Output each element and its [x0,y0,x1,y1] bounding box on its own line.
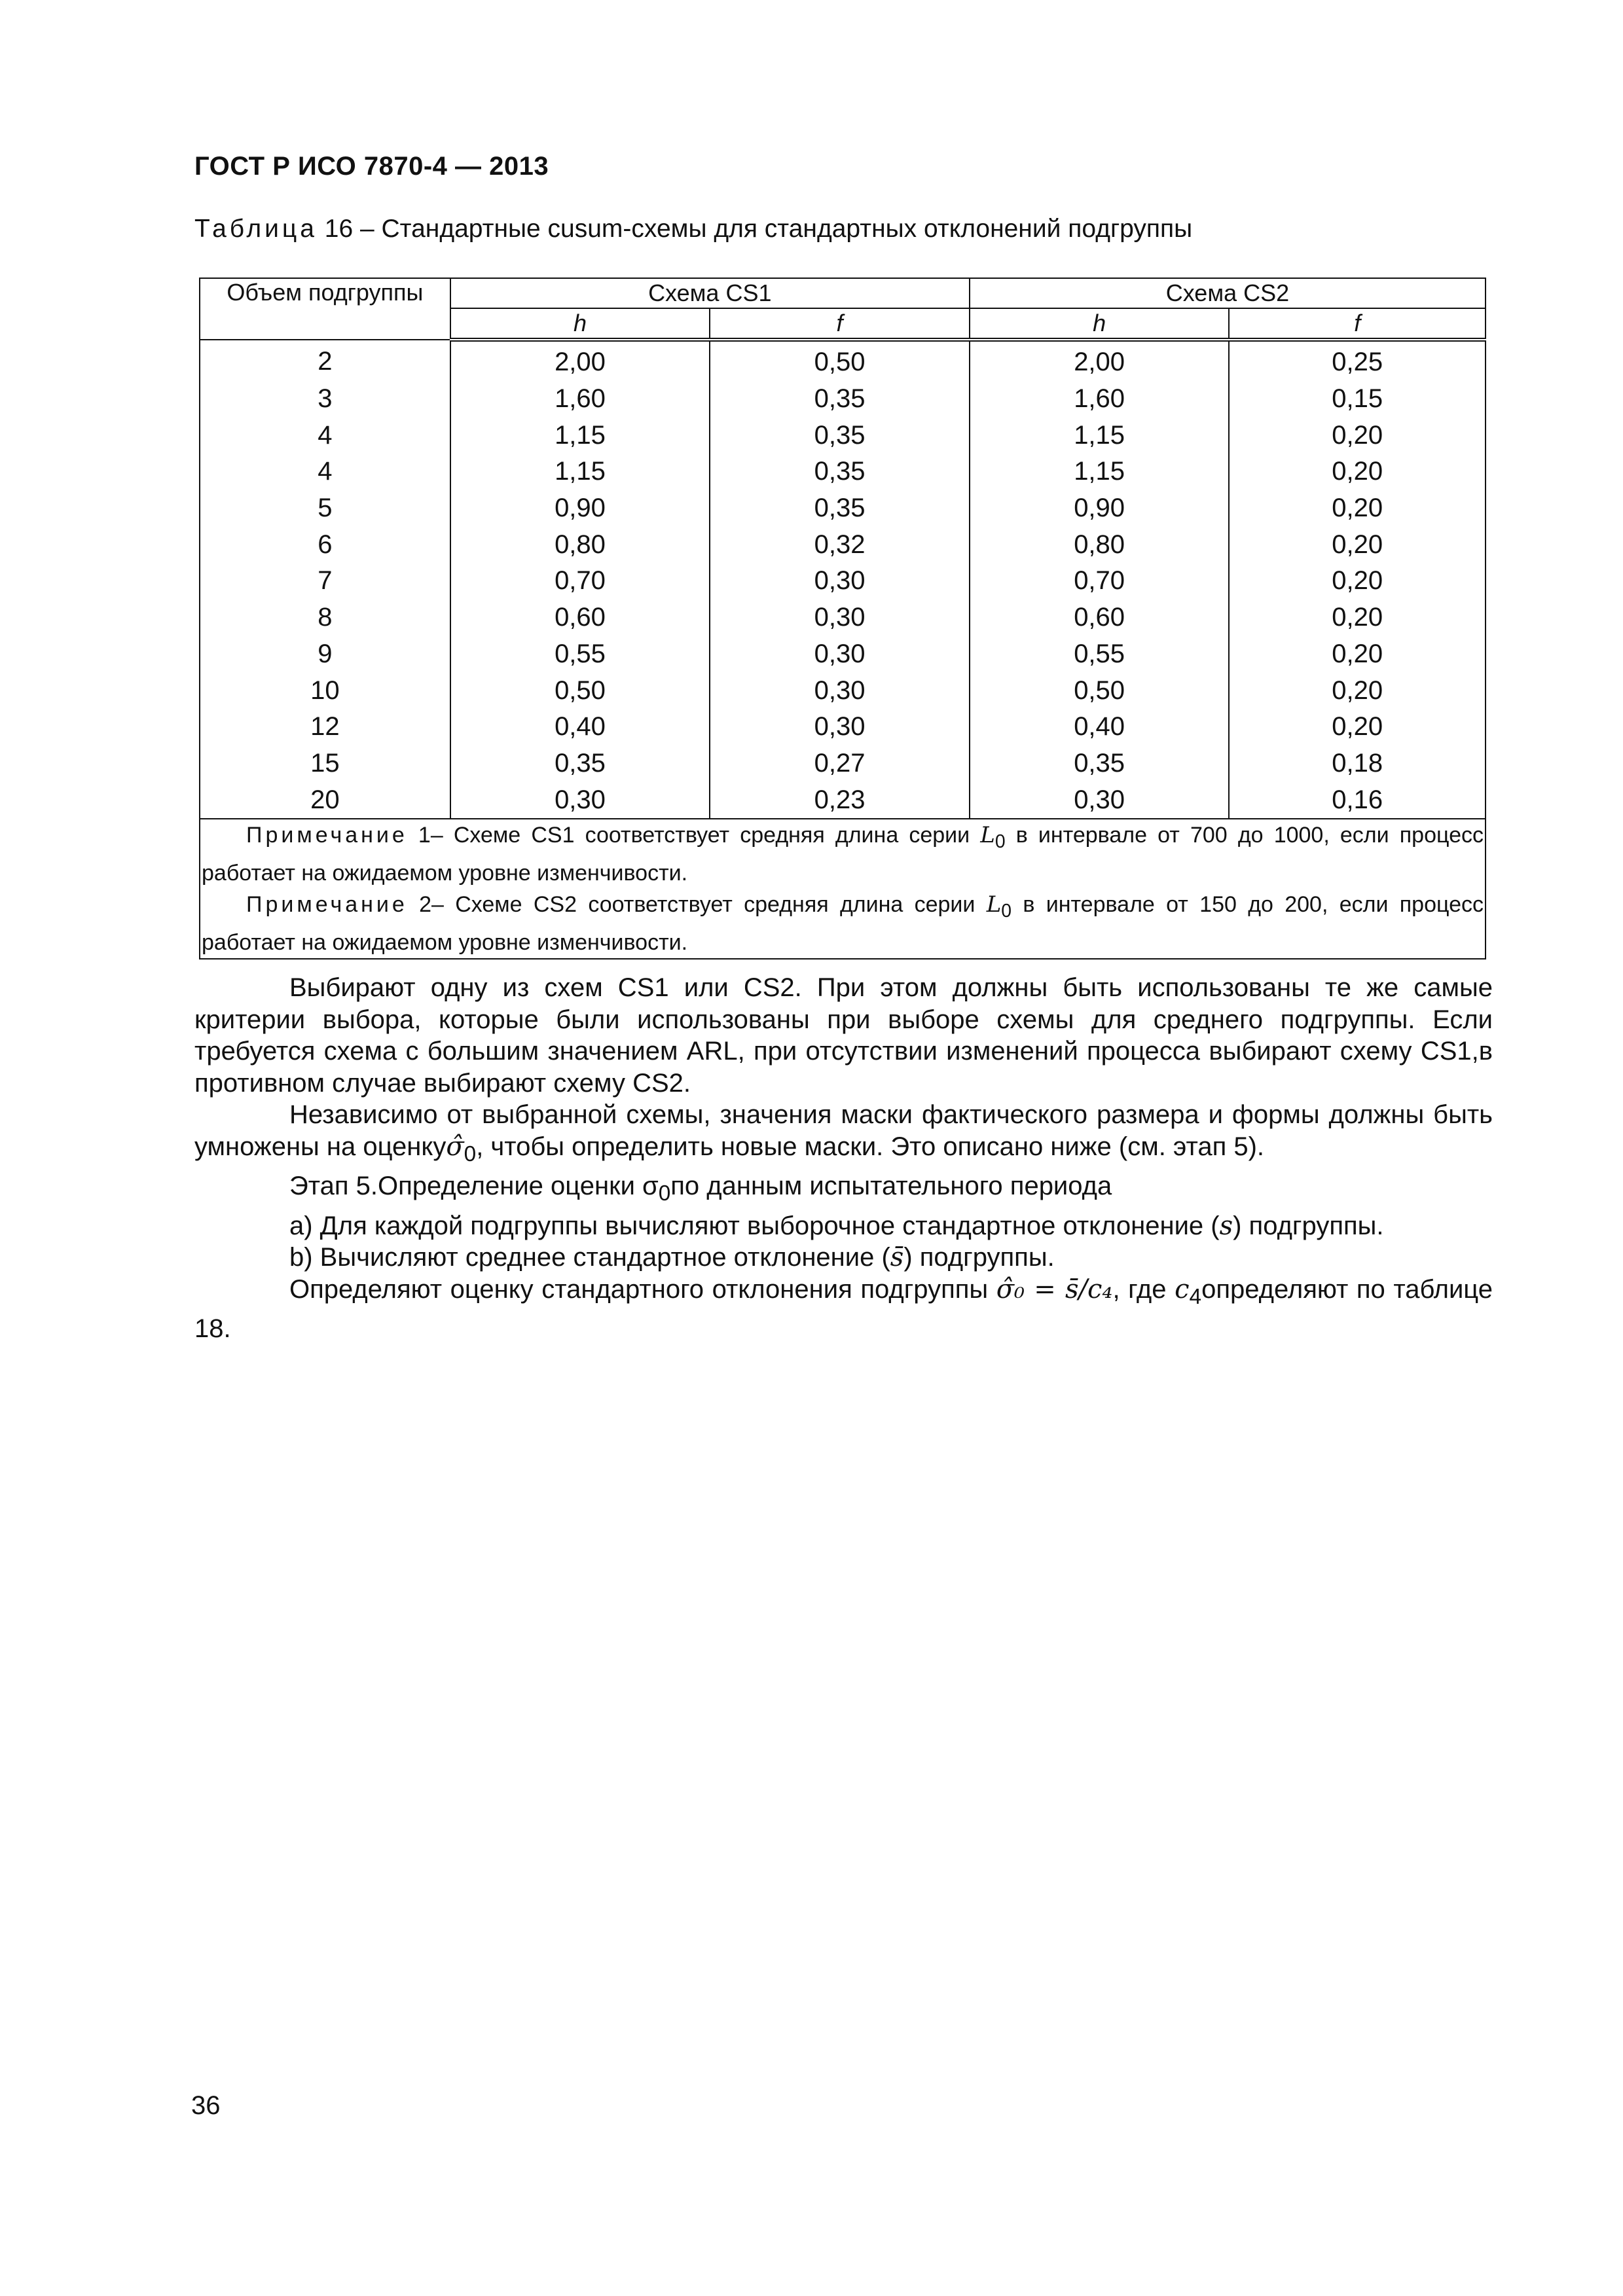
table-row [200,340,1486,381]
cell-cs2-h: 1,60 [970,381,1230,418]
cell-cs2-f: 0,25 [1229,340,1486,381]
cell-cs2-f: 0,20 [1229,563,1486,600]
header-scheme-cs2: Схема CS2 [970,278,1486,308]
table-row [200,526,1486,563]
cell-cs2-h: 0,50 [970,672,1230,709]
cell-cs1-f: 0,35 [710,454,970,490]
cell-cs1-f: 0,30 [710,600,970,636]
cell-cs1-f: 0,32 [710,526,970,563]
paragraph-mask-scaling: Независимо от выбранной схемы, значения маски фактического размера и формы должны быть умножены на $оценку\sigmâ_0$, чтобы определить новые маски. Это описано ниже (см. этап 5). [194,1100,1493,1166]
cell-subgroup: 20 [200,781,450,819]
cell-cs2-f: 0,20 [1229,526,1486,563]
header-scheme-cs1: Схема CS1 [450,278,970,308]
cell-subgroup: 2 [200,340,450,381]
cell-cs2-f: 0,20 [1229,454,1486,490]
list-item-a: a) Для каждой подгруппы вычисляют выборочное стандартное отклонение (s) подгруппы. [289,1210,1384,1241]
cell-cs1-f: 0,27 [710,745,970,782]
cell-cs1-h: 0,40 [450,709,710,745]
cell-subgroup: 12 [200,709,450,745]
cell-cs1-f: 0,30 [710,563,970,600]
cell-cs1-h: 0,80 [450,526,710,563]
table-caption-label: Таблица [194,215,318,243]
cell-cs1-h: 0,50 [450,672,710,709]
cell-cs2-f: 0,20 [1229,709,1486,745]
note-1: Примечание 1– Схеме CS1 соответствует средняя длина серии $L_0$ в интервале от 700 до 1000, если процесс работает на ожидаемом уровне изменчивости. [202,821,1484,886]
page-number: 36 [191,2091,221,2120]
header-cs1-f: f [710,308,970,340]
note-2-label: Примечание [246,891,408,917]
cell-cs2-f: 0,20 [1229,417,1486,454]
cell-subgroup: 5 [200,490,450,527]
cell-cs2-h: 0,80 [970,526,1230,563]
table-row [200,781,1486,819]
table-row [200,381,1486,418]
cell-cs1-f: 0,30 [710,709,970,745]
cell-cs1-f: 0,35 [710,490,970,527]
cell-cs1-h: 2,00 [450,340,710,381]
table-row [200,745,1486,782]
cell-cs2-h: 0,35 [970,745,1230,782]
cell-cs1-f: 0,35 [710,381,970,418]
cell-cs2-h: 1,15 [970,417,1230,454]
cell-cs2-h: 0,55 [970,636,1230,673]
document-code-header: ГОСТ Р ИСО 7870-4 — 2013 [194,152,549,181]
cell-cs2-f: 0,20 [1229,672,1486,709]
note-2: Примечание 2– Схеме CS2 соответствует средняя длина серии $L_0$ в интервале от 150 до 200, если процесс работает на ожидаемом уровне изменчивости. [202,891,1484,955]
table-caption [194,215,1192,243]
table-row [200,600,1486,636]
cell-cs1-f: 0,30 [710,672,970,709]
cell-cs1-f: 0,23 [710,781,970,819]
cell-cs1-f: 0,50 [710,340,970,381]
list-item-b: b) Вычисляют среднее стандартное отклонение (s̄) подгруппы. [289,1242,1055,1272]
cell-cs2-h: 1,15 [970,454,1230,490]
cell-subgroup: 3 [200,381,450,418]
table-row [200,672,1486,709]
table-row [200,490,1486,527]
cell-cs1-h: 0,35 [450,745,710,782]
formula-sigma-estimate: σ̂₀ = s̄/c₄ [996,1274,1113,1304]
cell-cs2-h: 0,70 [970,563,1230,600]
cell-cs1-f: 0,30 [710,636,970,673]
cell-cs1-h: 0,60 [450,600,710,636]
cell-cs1-h: 0,90 [450,490,710,527]
cell-cs2-f: 0,20 [1229,490,1486,527]
table-row [200,563,1486,600]
cell-cs2-h: 0,60 [970,600,1230,636]
cell-cs2-f: 0,20 [1229,600,1486,636]
cusum-schemes-table [199,278,1486,960]
cell-subgroup: 8 [200,600,450,636]
cell-cs1-h: 0,30 [450,781,710,819]
cell-cs1-h: 1,15 [450,454,710,490]
cell-cs2-h: 0,90 [970,490,1230,527]
cell-cs1-h: 1,60 [450,381,710,418]
cell-cs2-f: 0,15 [1229,381,1486,418]
table-caption-text: 16 – Стандартные cusum-схемы для стандартных отклонений подгруппы [317,215,1193,243]
cell-cs1-f: 0,35 [710,417,970,454]
header-subgroup-size: Объем подгруппы [200,278,450,340]
cell-subgroup: 4 [200,417,450,454]
header-cs2-f: f [1229,308,1486,340]
cell-cs2-f: 0,20 [1229,636,1486,673]
cell-subgroup: 6 [200,526,450,563]
cell-cs1-h: 0,70 [450,563,710,600]
cell-cs2-h: 0,40 [970,709,1230,745]
table-row [200,417,1486,454]
paragraph-scheme-choice: Выбирают одну из схем CS1 или CS2. При этом должны быть использованы те же самые критерии выбора, которые были использованы при выборе схемы для среднего подгруппы. Если требуется схема с большим значением ARL, при отсутствии изменений процесса выбирают схему CS1,в противном случае выбирают схему CS2. [194,973,1493,1098]
cell-subgroup: 7 [200,563,450,600]
body-text [194,972,1493,1345]
paragraph-step-5: Этап 5.Определение оценки $\sigma_0по$ данным испытательного периода [289,1172,1112,1206]
cell-cs2-f: 0,16 [1229,781,1486,819]
cell-subgroup: 9 [200,636,450,673]
cell-cs2-h: 0,30 [970,781,1230,819]
header-cs2-h: h [970,308,1230,340]
cell-cs2-f: 0,18 [1229,745,1486,782]
paragraph-estimate: Определяют оценку стандартного отклонения подгруппы σ̂₀ = s̄/c₄, где $c_4определяют$ по таблице 18. [194,1274,1493,1343]
note-1-label: Примечание [246,822,408,848]
table-notes [200,819,1486,959]
cell-subgroup: 10 [200,672,450,709]
cell-subgroup: 15 [200,745,450,782]
cell-cs1-h: 0,55 [450,636,710,673]
table-row [200,709,1486,745]
cell-cs2-h: 2,00 [970,340,1230,381]
table-row [200,636,1486,673]
cell-subgroup: 4 [200,454,450,490]
cell-cs1-h: 1,15 [450,417,710,454]
table-notes-row [200,819,1486,959]
header-cs1-h: h [450,308,710,340]
table-row [200,454,1486,490]
